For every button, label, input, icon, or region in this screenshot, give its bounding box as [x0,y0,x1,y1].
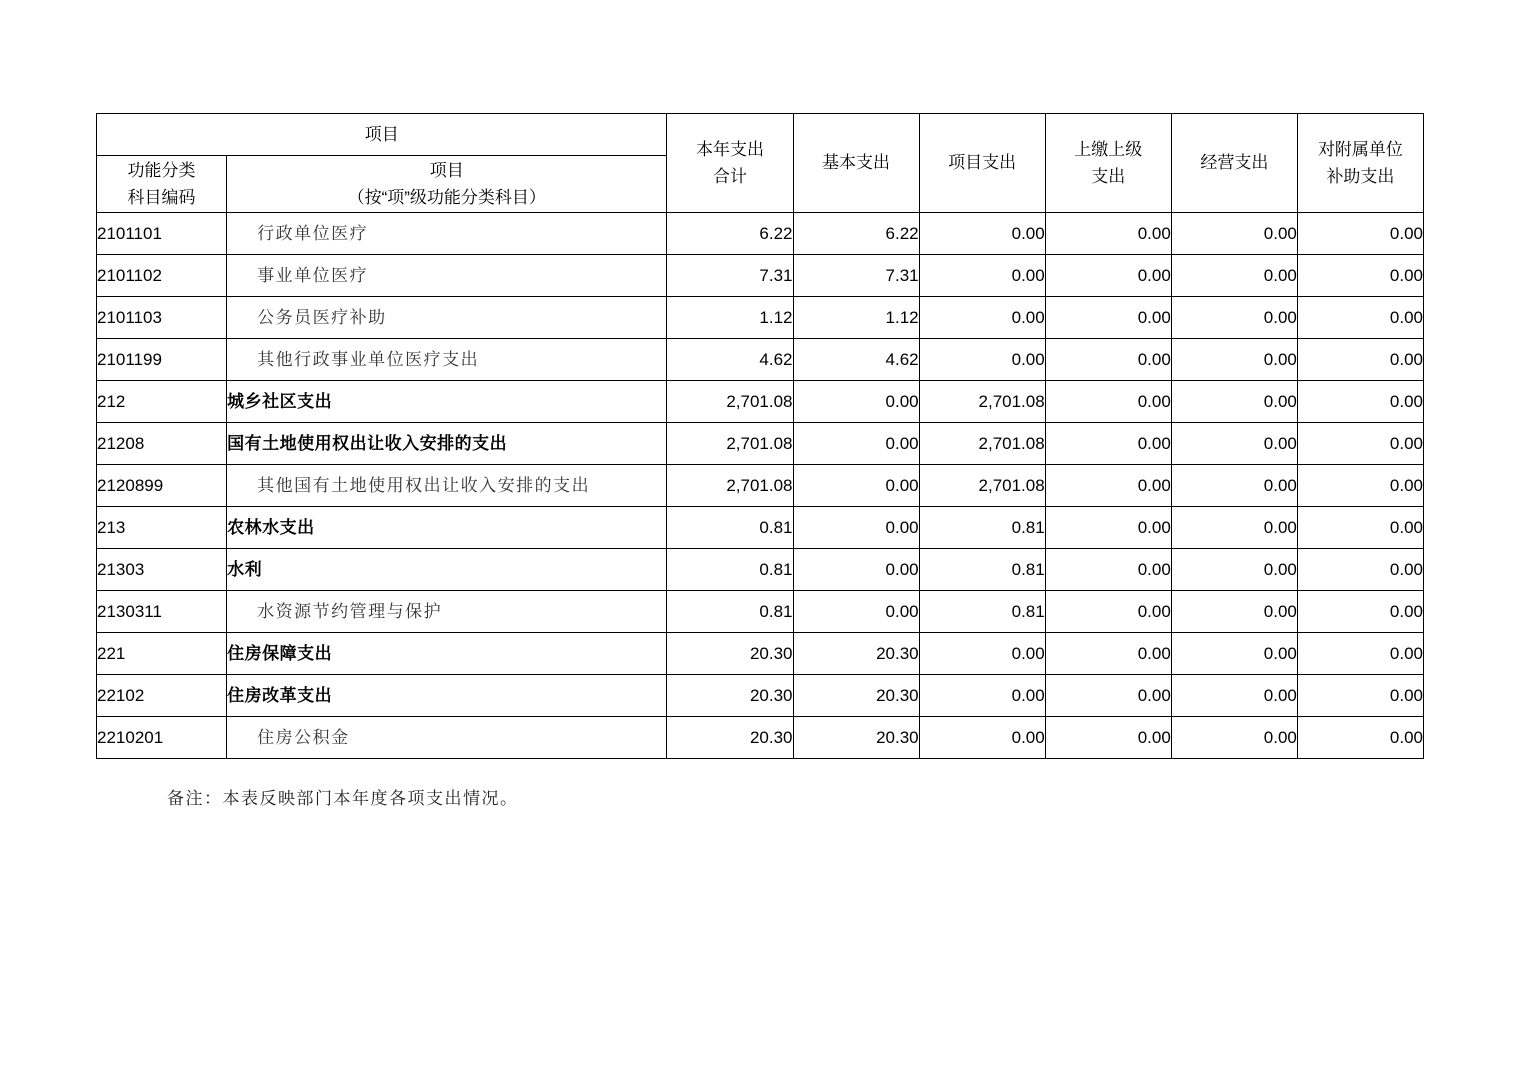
total-expenditure-cell: 6.22 [667,213,793,255]
total-expenditure-cell: 0.81 [667,507,793,549]
total-expenditure-cell: 4.62 [667,339,793,381]
basic-expenditure-cell: 7.31 [793,255,919,297]
project-expenditure-header: 项目支出 [919,114,1045,213]
total-expenditure-cell: 2,701.08 [667,465,793,507]
table-row [97,297,1424,339]
basic-expenditure-cell: 0.00 [793,549,919,591]
subsidy-header-line1: 对附属单位 [1317,139,1403,159]
table-row [97,423,1424,465]
subsidiary-subsidy-cell: 0.00 [1297,465,1423,507]
classification-code-cell: 2210201 [97,717,227,759]
upper-level-payment-cell: 0.00 [1045,297,1171,339]
expenditure-sheet [96,113,1424,759]
total-expenditure-cell: 0.81 [667,591,793,633]
total-expenditure-cell: 7.31 [667,255,793,297]
project-expenditure-cell: 0.00 [919,717,1045,759]
project-expenditure-cell: 0.00 [919,255,1045,297]
business-expenditure-cell: 0.00 [1171,381,1297,423]
subsidy-header-line2: 补助支出 [1326,167,1395,186]
item-name-cell: 住房保障支出 [227,633,667,675]
classification-code-cell: 2101101 [97,213,227,255]
upper-level-payment-cell: 0.00 [1045,339,1171,381]
subsidiary-subsidy-header [1297,114,1423,213]
table-row [97,381,1424,423]
project-expenditure-cell: 2,701.08 [919,465,1045,507]
total-header-line2: 合计 [712,167,747,186]
classification-code-cell: 212 [97,381,227,423]
classification-code-cell: 2120899 [97,465,227,507]
code-header-line1: 功能分类 [127,160,196,180]
table-row [97,465,1424,507]
upper-level-payment-cell: 0.00 [1045,717,1171,759]
classification-code-cell: 2101103 [97,297,227,339]
basic-expenditure-cell: 0.00 [793,423,919,465]
total-expenditure-cell: 1.12 [667,297,793,339]
project-expenditure-cell: 2,701.08 [919,381,1045,423]
business-expenditure-cell: 0.00 [1171,423,1297,465]
item-name-cell: 住房公积金 [227,717,667,759]
business-expenditure-cell: 0.00 [1171,465,1297,507]
total-expenditure-cell: 20.30 [667,675,793,717]
project-expenditure-cell: 0.00 [919,675,1045,717]
business-expenditure-cell: 0.00 [1171,717,1297,759]
upper-header-line1: 上缴上级 [1074,139,1143,159]
item-name-cell: 其他行政事业单位医疗支出 [227,339,667,381]
table-row [97,633,1424,675]
basic-expenditure-cell: 1.12 [793,297,919,339]
subsidiary-subsidy-cell: 0.00 [1297,675,1423,717]
business-expenditure-cell: 0.00 [1171,675,1297,717]
classification-code-cell: 21208 [97,423,227,465]
upper-level-payment-cell: 0.00 [1045,675,1171,717]
table-row [97,507,1424,549]
total-expenditure-header [667,114,793,213]
business-expenditure-cell: 0.00 [1171,549,1297,591]
basic-expenditure-cell: 0.00 [793,381,919,423]
subsidiary-subsidy-cell: 0.00 [1297,297,1423,339]
classification-code-cell: 2101102 [97,255,227,297]
basic-expenditure-cell: 6.22 [793,213,919,255]
business-expenditure-cell: 0.00 [1171,255,1297,297]
business-expenditure-header: 经营支出 [1171,114,1297,213]
table-row [97,591,1424,633]
upper-level-payment-cell: 0.00 [1045,465,1171,507]
business-expenditure-cell: 0.00 [1171,633,1297,675]
upper-level-payment-cell: 0.00 [1045,423,1171,465]
table-row [97,675,1424,717]
item-name-cell: 城乡社区支出 [227,381,667,423]
name-header-line2: （按“项”级功能分类科目） [347,188,546,207]
item-name-cell: 水利 [227,549,667,591]
upper-level-payment-cell: 0.00 [1045,549,1171,591]
subsidiary-subsidy-cell: 0.00 [1297,591,1423,633]
item-name-cell: 国有土地使用权出让收入安排的支出 [227,423,667,465]
business-expenditure-cell: 0.00 [1171,507,1297,549]
basic-expenditure-cell: 20.30 [793,717,919,759]
subsidiary-subsidy-cell: 0.00 [1297,507,1423,549]
subsidiary-subsidy-cell: 0.00 [1297,213,1423,255]
item-name-cell: 其他国有土地使用权出让收入安排的支出 [227,465,667,507]
expenditure-table [96,113,1424,759]
subsidiary-subsidy-cell: 0.00 [1297,339,1423,381]
table-row [97,339,1424,381]
table-row [97,549,1424,591]
classification-code-header [97,156,227,213]
project-expenditure-cell: 0.00 [919,297,1045,339]
business-expenditure-cell: 0.00 [1171,339,1297,381]
table-body [97,213,1424,759]
total-expenditure-cell: 20.30 [667,633,793,675]
subsidiary-subsidy-cell: 0.00 [1297,255,1423,297]
basic-expenditure-cell: 4.62 [793,339,919,381]
project-group-header: 项目 [97,114,667,156]
classification-code-cell: 22102 [97,675,227,717]
classification-code-cell: 2130311 [97,591,227,633]
project-expenditure-cell: 0.00 [919,633,1045,675]
upper-level-payment-cell: 0.00 [1045,381,1171,423]
basic-expenditure-header: 基本支出 [793,114,919,213]
basic-expenditure-cell: 20.30 [793,675,919,717]
classification-code-cell: 21303 [97,549,227,591]
subsidiary-subsidy-cell: 0.00 [1297,549,1423,591]
project-expenditure-cell: 0.81 [919,507,1045,549]
item-name-header [227,156,667,213]
upper-level-payment-cell: 0.00 [1045,633,1171,675]
classification-code-cell: 213 [97,507,227,549]
subsidiary-subsidy-cell: 0.00 [1297,381,1423,423]
project-expenditure-cell: 0.81 [919,549,1045,591]
business-expenditure-cell: 0.00 [1171,591,1297,633]
project-expenditure-cell: 0.00 [919,213,1045,255]
classification-code-cell: 2101199 [97,339,227,381]
total-header-line1: 本年支出 [695,139,764,159]
basic-expenditure-cell: 20.30 [793,633,919,675]
table-row [97,213,1424,255]
item-name-cell: 农林水支出 [227,507,667,549]
business-expenditure-cell: 0.00 [1171,213,1297,255]
upper-header-line2: 支出 [1091,167,1126,186]
upper-level-payment-cell: 0.00 [1045,213,1171,255]
code-header-line2: 科目编码 [127,188,196,207]
basic-expenditure-cell: 0.00 [793,591,919,633]
basic-expenditure-cell: 0.00 [793,465,919,507]
upper-level-payment-header [1045,114,1171,213]
subsidiary-subsidy-cell: 0.00 [1297,423,1423,465]
upper-level-payment-cell: 0.00 [1045,507,1171,549]
project-expenditure-cell: 0.81 [919,591,1045,633]
name-header-line1: 项目 [429,160,464,180]
total-expenditure-cell: 2,701.08 [667,423,793,465]
project-expenditure-cell: 2,701.08 [919,423,1045,465]
item-name-cell: 行政单位医疗 [227,213,667,255]
total-expenditure-cell: 20.30 [667,717,793,759]
upper-level-payment-cell: 0.00 [1045,591,1171,633]
table-note: 备注：本表反映部门本年度各项支出情况。 [167,789,519,808]
subsidiary-subsidy-cell: 0.00 [1297,717,1423,759]
basic-expenditure-cell: 0.00 [793,507,919,549]
item-name-cell: 水资源节约管理与保护 [227,591,667,633]
project-expenditure-cell: 0.00 [919,339,1045,381]
upper-level-payment-cell: 0.00 [1045,255,1171,297]
total-expenditure-cell: 2,701.08 [667,381,793,423]
total-expenditure-cell: 0.81 [667,549,793,591]
subsidiary-subsidy-cell: 0.00 [1297,633,1423,675]
item-name-cell: 住房改革支出 [227,675,667,717]
table-header [97,114,1424,213]
table-row [97,717,1424,759]
item-name-cell: 事业单位医疗 [227,255,667,297]
item-name-cell: 公务员医疗补助 [227,297,667,339]
business-expenditure-cell: 0.00 [1171,297,1297,339]
table-row [97,255,1424,297]
classification-code-cell: 221 [97,633,227,675]
